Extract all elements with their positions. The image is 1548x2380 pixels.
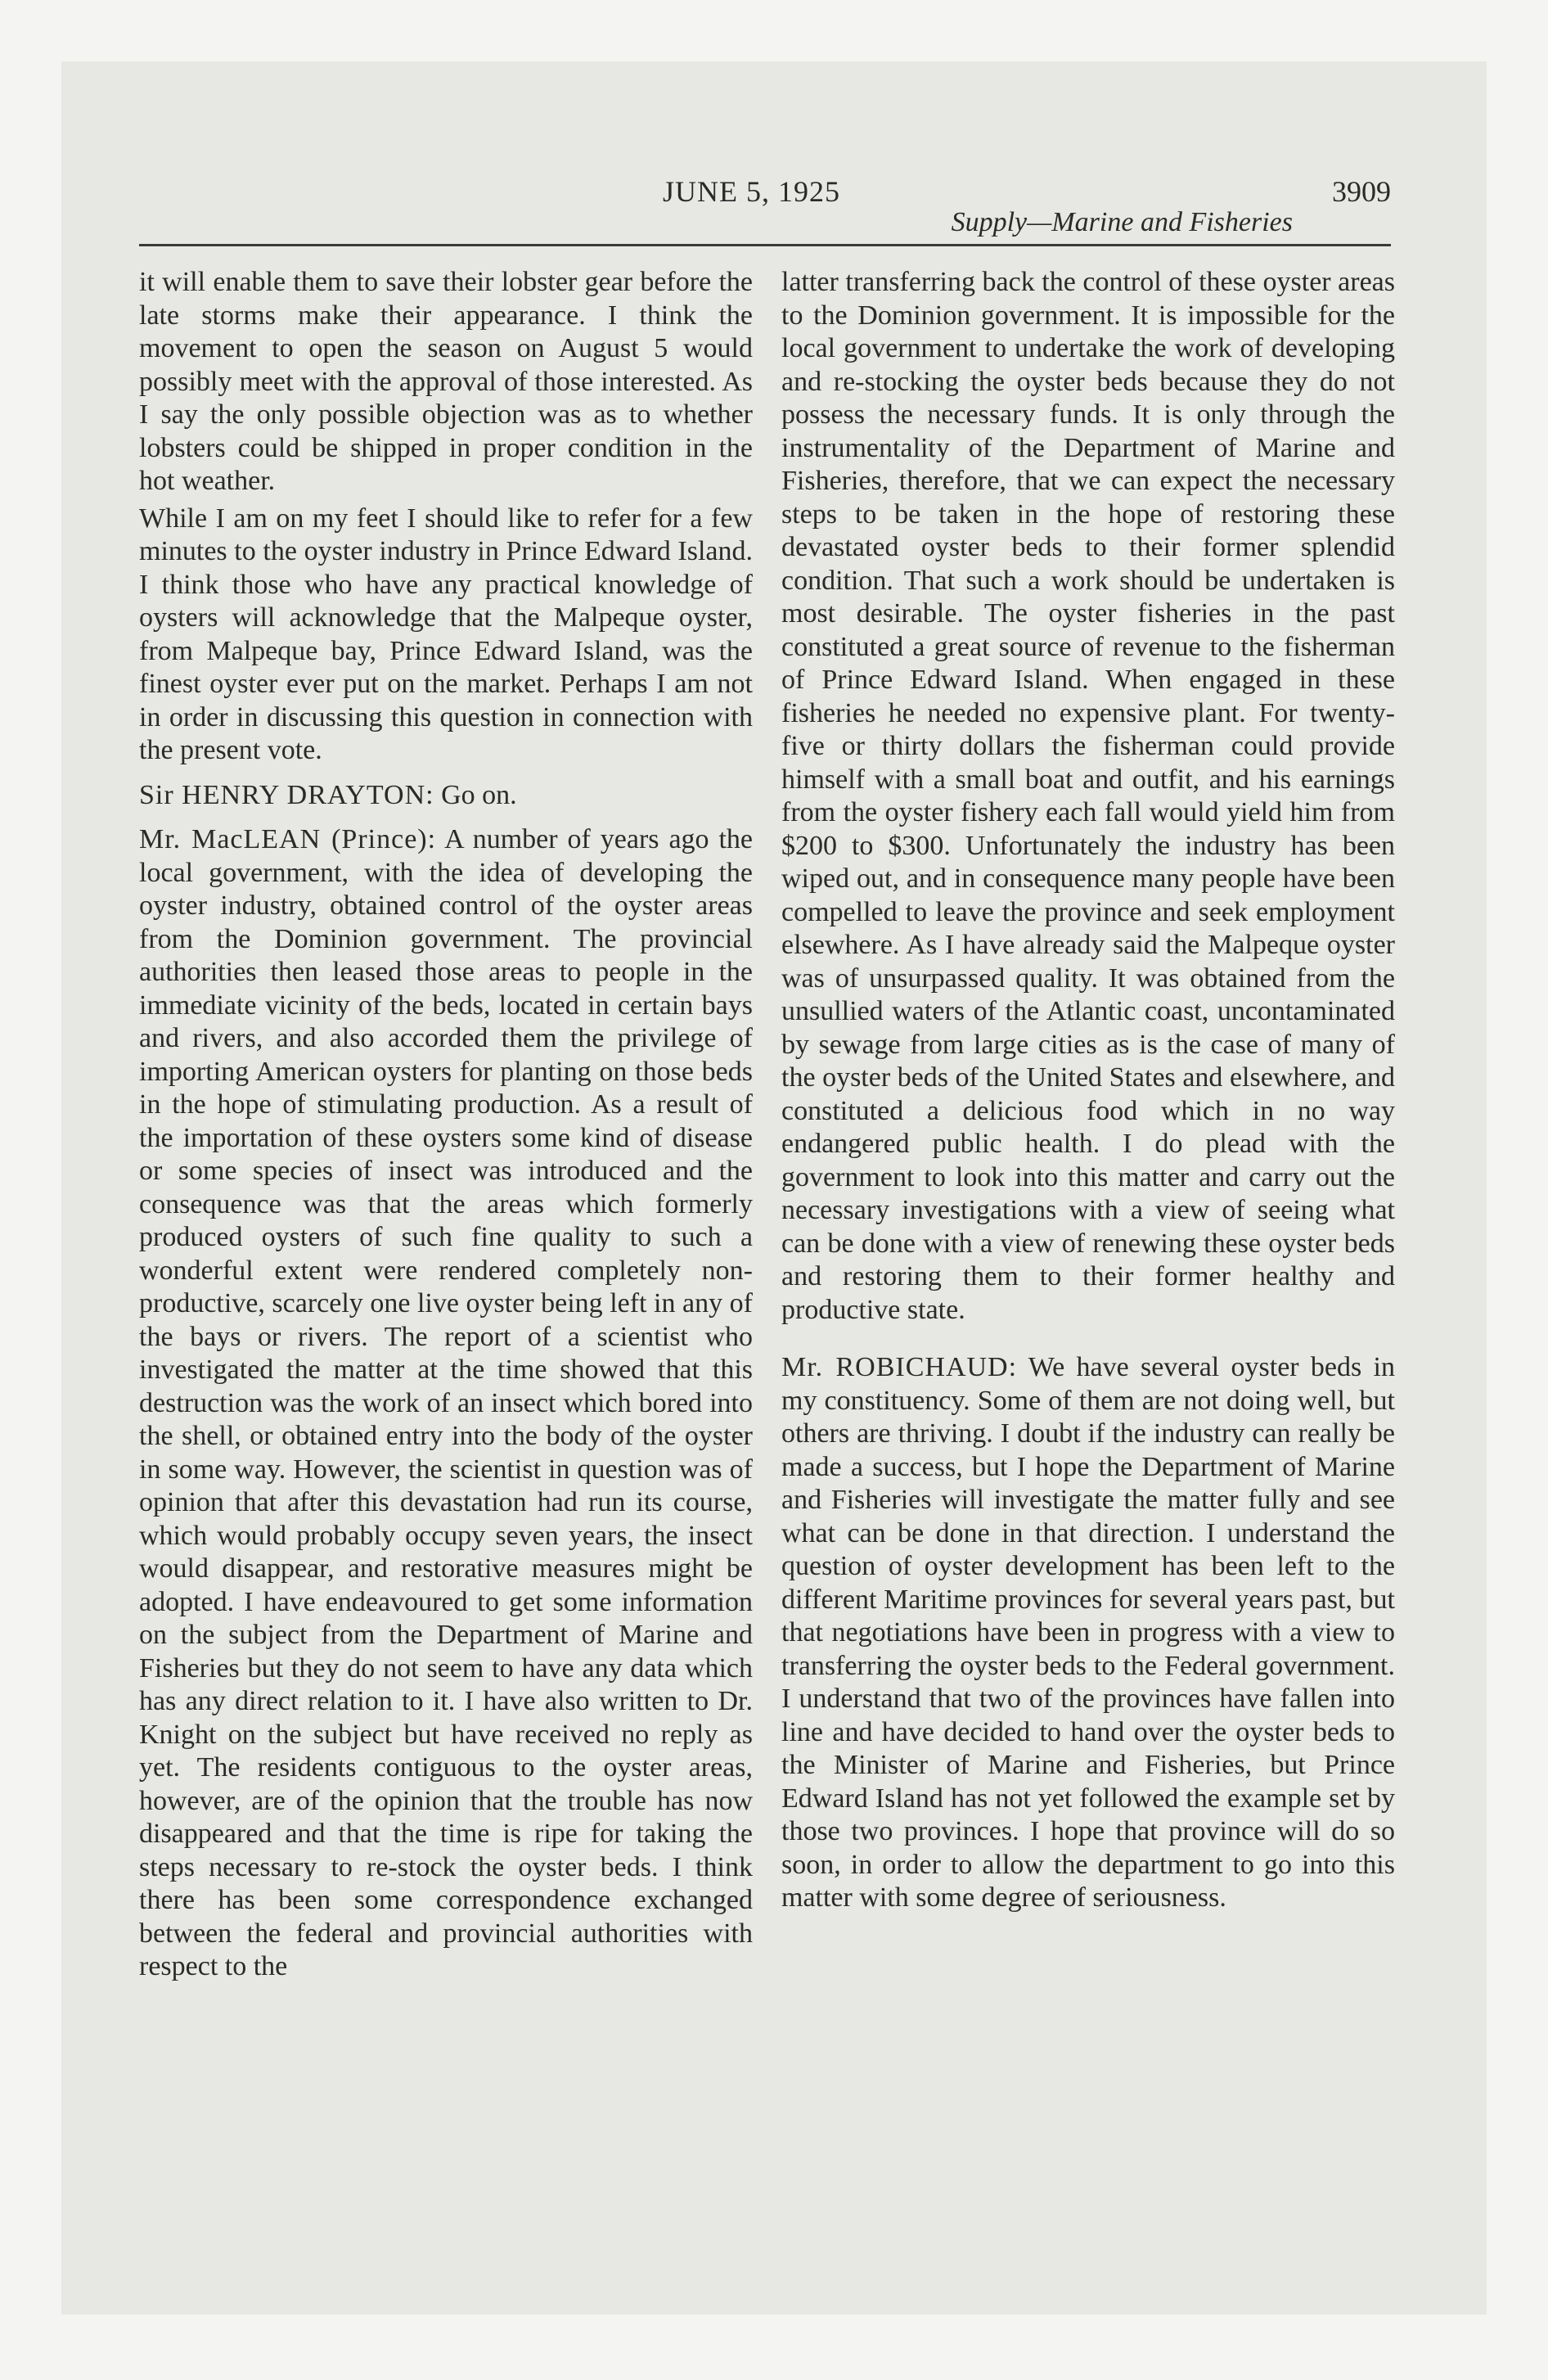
paragraph: latter transferring back the control of these oyster areas to the Dominion government. It is impossible for the local government to undertake the work of developing and re-stocking the oyster beds because they do not possess the necessary funds. It is only through the instrumentality of the Department of Marine and Fisheries, therefore, that we can expect the necessary steps to be taken in the hope of restoring these devastated oyster beds to their former splendid condition. That such a work should be undertaken is most desirable. The oyster fisheries in the past constituted a great source of revenue to the fisherman of Prince Edward Island. When engaged in these fisheries he needed no expensive plant. For twenty-five or thirty dollars the fisherman could provide himself with a small boat and outfit, and his earnings from the oyster fishery each fall would yield him from $200 to $300. Unfortunately the industry has been wiped out, and in consequence many people have been compelled to leave the province and seek employment elsewhere. As I have already said the Malpeque oyster was of unsurpassed quality. It was obtained from the unsullied waters of the Atlantic coast, uncontaminated by sewage from large cities as is the case of many of the oyster beds of the United States and elsewhere, and constituted a delicious food which in no way endangered public health. I do plead with the government to look into this matter and carry out the necessary investigations with a view of seeing what can be done with a view of renewing these oyster beds and restoring them to their former healthy and productive state. — [781, 267, 1395, 1325]
header-rule — [139, 244, 1391, 246]
speaker-name: Mr. ROBICHAUD: — [781, 1352, 1018, 1382]
speech-text: A number of years ago the local government, with the idea of developing the oyster industry, obtained control of the oyster areas from the Dominion government. The provincial authorities then leased those areas to people in the immediate vicinity of the beds, located in certain bays and rivers, and also accorded them the privilege of importing American oysters for planting on those beds in the hope of stimulating production. As a result of the importation of these oysters some kind of disease or some species of insect was introduced and the consequence was that the areas which formerly produced oysters of such fine quality to such a wonderful extent were rendered completely non-productive, scarcely one live oyster being left in any of the bays or rivers. The report of a scientist who investigated the matter at the time showed that this destruction was the work of an insect which bored into the shell, or obtained entry into the body of the oyster in some way. However, the scientist in question was of opinion that after this devastation had run its course, which would probably occupy seven years, the insect would disappear, and restorative measures might be adopted. I have endeavoured to get some information on the subject from the Department of Marine and Fisheries but they do not seem to have any data which has any direct relation to it. I have also written to Dr. Knight on the subject but have received no reply as yet. The residents contiguous to the oyster areas, however, are of the opinion that the trouble has now disappeared and that the time is ripe for taking the steps necessary to re-stock the oyster beds. I think there has been some correspondence exchanged between the federal and provincial authorities with respect to the — [139, 824, 753, 1981]
speech-text: Go on. — [441, 779, 517, 810]
header-date: JUNE 5, 1925 — [663, 175, 840, 208]
left-column — [139, 266, 753, 2247]
speech-text: We have several oyster beds in my constituency. Some of them are not doing well, but others are thriving. I doubt if the industry can really be made a success, but I hope the Department of Marine and Fisheries will investigate the matter fully and see what can be done in that direction. I understand the question of oyster development has been left to the different Maritime provinces for several years past, but that negotiations have been in progress with a view to transferring the oyster beds to the Federal government. I understand that two of the provinces have fallen into line and have decided to hand over the oyster beds to the Minister of Marine and Fisheries, but Prince Edward Island has not yet followed the example set by those two provinces. I hope that province will do so soon, in order to allow the department to go into this matter with some degree of seriousness. — [781, 1352, 1395, 1913]
paragraph: While I am on my feet I should like to refer for a few minutes to the oyster industry in Prince Edward Island. I think those who have any practical knowledge of oysters will acknowledge that the Malpeque oyster, from Malpeque bay, Prince Edward Island, was the finest oyster ever put on the market. Perhaps I am not in order in discussing this question in connection with the present vote. — [139, 503, 753, 765]
header-subject: Supply—Marine and Fisheries — [951, 207, 1293, 237]
page-number: 3909 — [1332, 175, 1391, 208]
speaker-name: Mr. MacLEAN (Prince): — [139, 824, 437, 854]
right-column — [781, 266, 1395, 2247]
speech-paragraph — [139, 779, 753, 813]
page-header — [139, 166, 1391, 240]
speaker-name: Sir HENRY DRAYTON: — [139, 779, 434, 810]
speech-paragraph — [781, 1351, 1395, 1915]
paragraph: it will enable them to save their lobster gear before the late storms make their appearance. I think the movement to open the season on August 5 would possibly meet with the approval of those interested. As I say the only possible objection was as to whether lobsters could be shipped in proper condition in the hot weather. — [139, 267, 753, 496]
speech-paragraph — [139, 823, 753, 1984]
